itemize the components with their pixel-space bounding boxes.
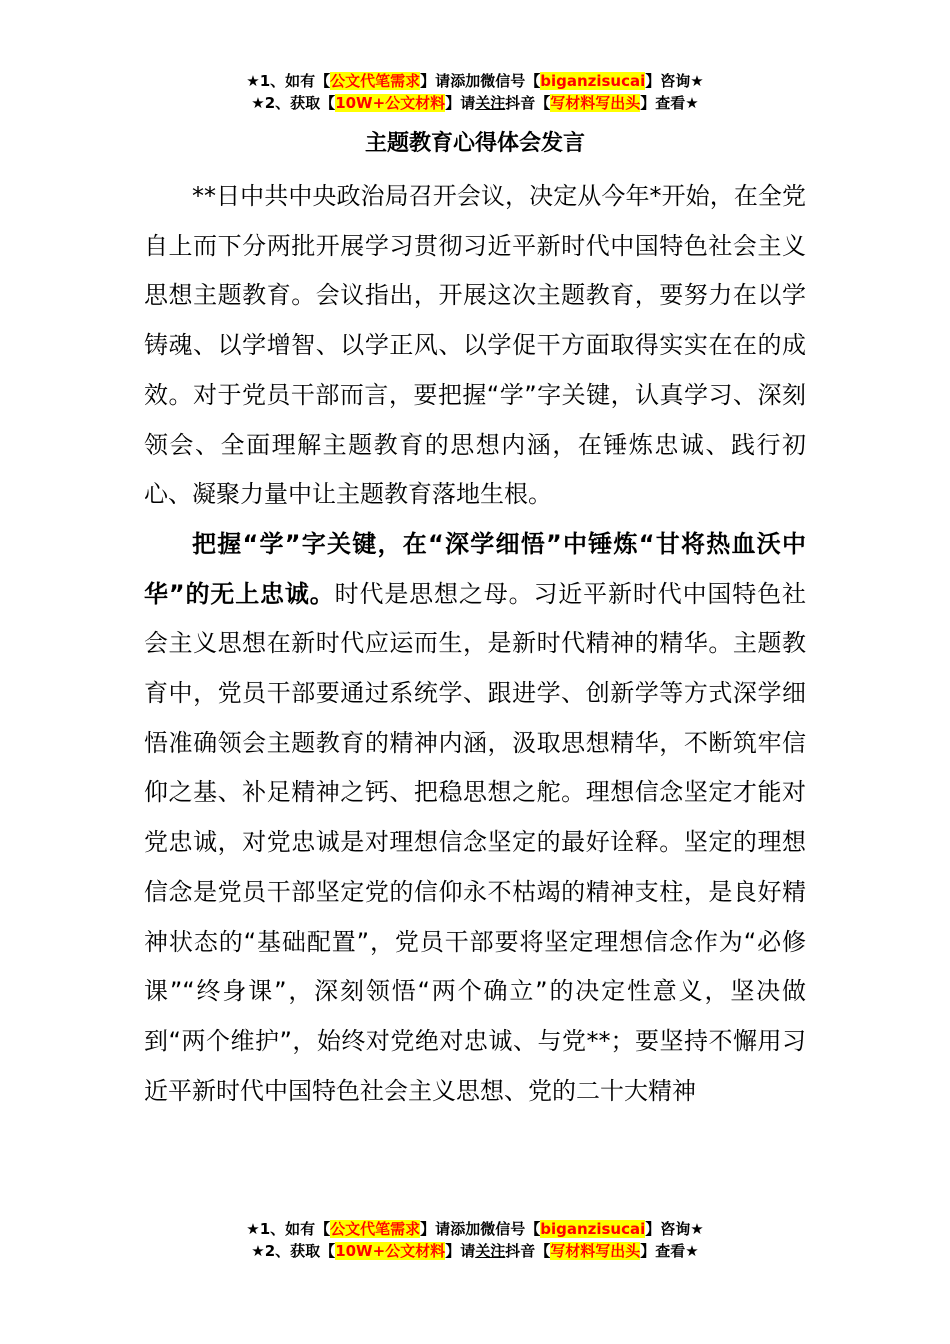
promo-suffix: 】咨询★ (645, 72, 704, 90)
promo-prefix: ★1、如有【 (246, 1220, 331, 1238)
promo-text: 】请 (420, 1220, 451, 1238)
promo-highlight-wechat-id: biganzisucai (540, 72, 646, 90)
promo-line-1 (0, 1218, 950, 1240)
promo-text: 】请 (445, 94, 476, 112)
paragraph-intro: **日中共中央政治局召开会议，决定从今年*开始，在全党自上而下分两批开展学习贯彻习近平新时代中国特色社会主义思想主题教育。会议指出，开展这次主题教育，要努力在以学铸魂、以学增智、以学正风、以学促干方面取得实实在在的成效。对于党员干部而言，要把握“学”字关键，认真学习、深刻领会、全面理解主题教育的思想内涵，在锤炼忠诚、践行初心、凝聚力量中让主题教育落地生根。 (144, 182, 806, 509)
promo-prefix: ★2、获取【 (251, 94, 336, 112)
promo-line-2 (0, 1240, 950, 1262)
promo-prefix: ★2、获取【 (251, 1242, 336, 1260)
promo-text: 微信号【 (480, 72, 541, 90)
promo-suffix: 】查看★ (640, 1242, 699, 1260)
section-body: 时代是思想之母。习近平新时代中国特色社会主义思想在新时代应运而生，是新时代精神的精华。主题教育中，党员干部要通过系统学、跟进学、创新学等方式深学细悟准确领会主题教育的精神内涵，汲取思想精华，不断筑牢信仰之基、补足精神之钙、把稳思想之舵。理想信念坚定才能对党忠诚，对党忠诚是对理想信念坚定的最好诠释。坚定的理想信念是党员干部坚定党的信仰永不枯竭的精神支柱，是良好精神状态的“基础配置”，党员干部要将坚定理想信念作为“必修课”“终身课”，深刻领悟“两个确立”的决定性意义，坚决做到“两个维护”，始终对党绝对忠诚、与党**；要坚持不懈用习近平新时代中国特色社会主义思想、党的二十大精神 (144, 579, 806, 1105)
promo-line-2 (0, 92, 950, 114)
bottom-promo-banner (0, 1218, 950, 1262)
promo-text: 抖音【 (505, 1242, 551, 1260)
promo-emphasis: 关注 (475, 1242, 506, 1260)
document-body (144, 172, 806, 1116)
promo-highlight-douyin-id: 写材料写出头 (550, 94, 641, 112)
top-promo-banner (0, 70, 950, 114)
promo-text: 】请 (420, 72, 451, 90)
promo-highlight-douyin-id: 写材料写出头 (550, 1242, 641, 1260)
promo-suffix: 】咨询★ (645, 1220, 704, 1238)
document-title: 主题教育心得体会发言 (364, 131, 585, 156)
promo-emphasis: 添加 (450, 1220, 481, 1238)
promo-suffix: 】查看★ (640, 94, 699, 112)
promo-prefix: ★1、如有【 (246, 72, 331, 90)
promo-highlight-materials: 10W+公文材料 (335, 1242, 446, 1260)
promo-emphasis: 关注 (475, 94, 506, 112)
promo-line-1 (0, 70, 950, 92)
promo-highlight-service: 公文代笔需求 (330, 72, 421, 90)
promo-text: 抖音【 (505, 94, 551, 112)
promo-text: 微信号【 (480, 1220, 541, 1238)
section-heading: 把握“学”字关键，在“深学细悟”中锤炼“甘将热血沃中华”的无上忠诚。 (144, 529, 806, 608)
promo-text: 】请 (445, 1242, 476, 1260)
promo-highlight-wechat-id: biganzisucai (540, 1220, 646, 1238)
promo-highlight-materials: 10W+公文材料 (335, 94, 446, 112)
promo-highlight-service: 公文代笔需求 (330, 1220, 421, 1238)
paragraph-section-1 (144, 520, 806, 1116)
promo-emphasis: 添加 (450, 72, 481, 90)
